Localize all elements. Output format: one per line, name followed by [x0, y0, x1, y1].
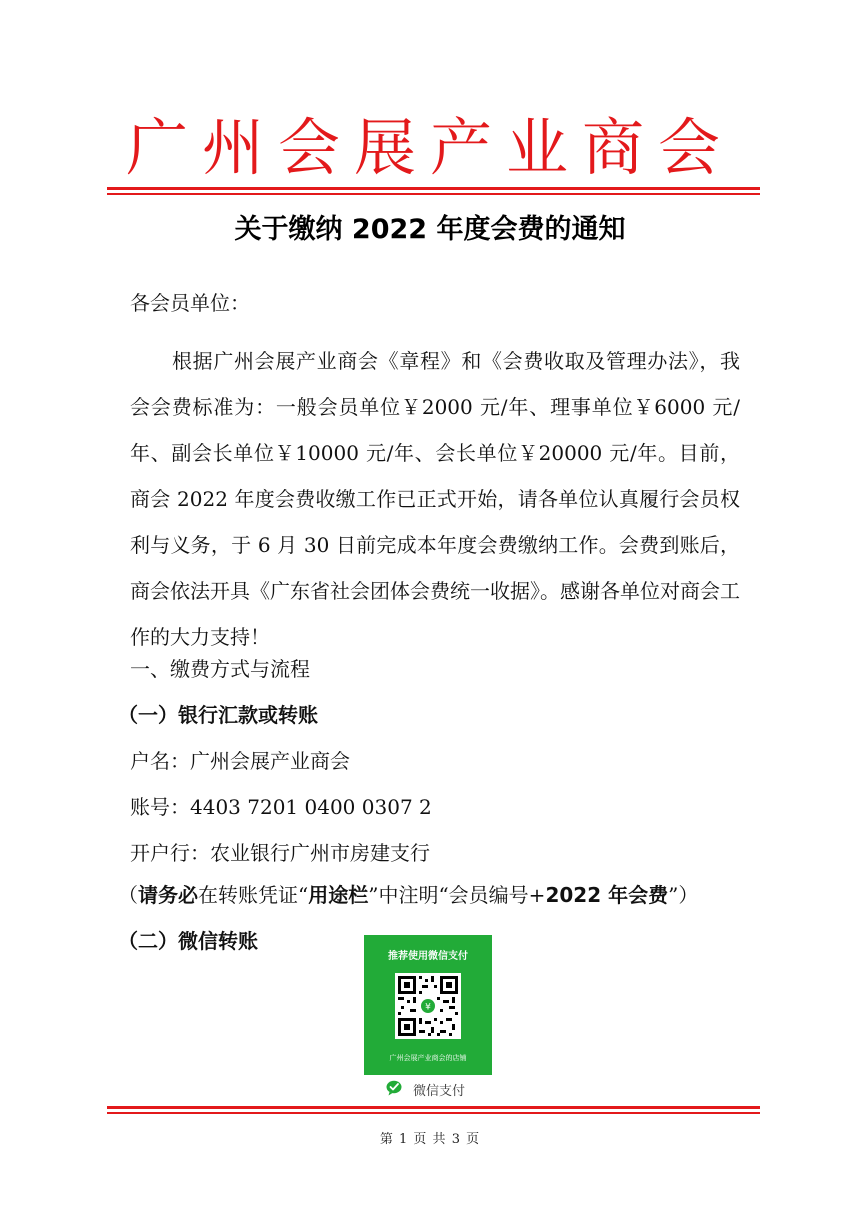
wechat-qr-card	[364, 935, 492, 1075]
subsection-bank-transfer: （一）银行汇款或转账	[118, 703, 318, 727]
svg-text:¥: ¥	[425, 1002, 431, 1013]
qr-shop-name: 广州会展产业商会的店铺	[389, 1054, 467, 1062]
subsection-wechat: （二）微信转账	[118, 929, 258, 953]
note-emphasis-3: 2022 年会费	[545, 883, 669, 907]
masthead: 广州会展产业商会	[125, 111, 734, 184]
footer-rule-thick	[107, 1106, 760, 1109]
note-emphasis-2: 用途栏	[308, 883, 369, 907]
salutation: 各会员单位：	[130, 291, 250, 315]
masthead-rule-thin	[107, 193, 760, 195]
wechat-pay-label: 微信支付	[413, 1083, 466, 1099]
masthead-rule-thick	[107, 187, 760, 190]
account-name: 户名：广州会展产业商会	[130, 749, 350, 773]
note-text-1: 在转账凭证“	[198, 883, 309, 907]
note-emphasis-1: 请务必	[138, 883, 198, 907]
document-title: 关于缴纳 2022 年度会费的通知	[234, 214, 626, 245]
page-footer: 第 1 页 共 3 页	[379, 1132, 481, 1147]
qr-code	[395, 973, 461, 1039]
section-heading: 一、缴费方式与流程	[130, 657, 310, 681]
qr-header: 推荐使用微信支付	[388, 951, 468, 962]
wechat-pay-brand	[386, 1079, 465, 1099]
wechat-logo-icon	[386, 1080, 408, 1098]
account-number: 账号：4403 7201 0400 0307 2	[130, 795, 432, 819]
note-text-2: ”中注明“会员编号+	[368, 883, 546, 907]
bank-branch: 开户行：农业银行广州市房建支行	[130, 841, 430, 865]
note-close: ”）	[668, 883, 699, 907]
transfer-note	[118, 880, 698, 910]
note-open: （	[118, 883, 138, 907]
body-paragraph: 根据广州会展产业商会《章程》和《会费收取及管理办法》，我会会费标准为：一般会员单位￥2000 元/年、理事单位￥6000 元/年、副会长单位￥10000 元/年、会长单位￥20000 元/年。目前，商会 2022 年度会费收缴工作已正式开始，请各单位认真履行会员权利与义务，于 6 月 30 日前完成本年度会费缴纳工作。会费到账后，商会依法开具《广东省社会团体会费统一收据》。感谢各单位对商会工作的大力支持！	[130, 349, 740, 649]
footer-rule-thin	[107, 1112, 760, 1114]
